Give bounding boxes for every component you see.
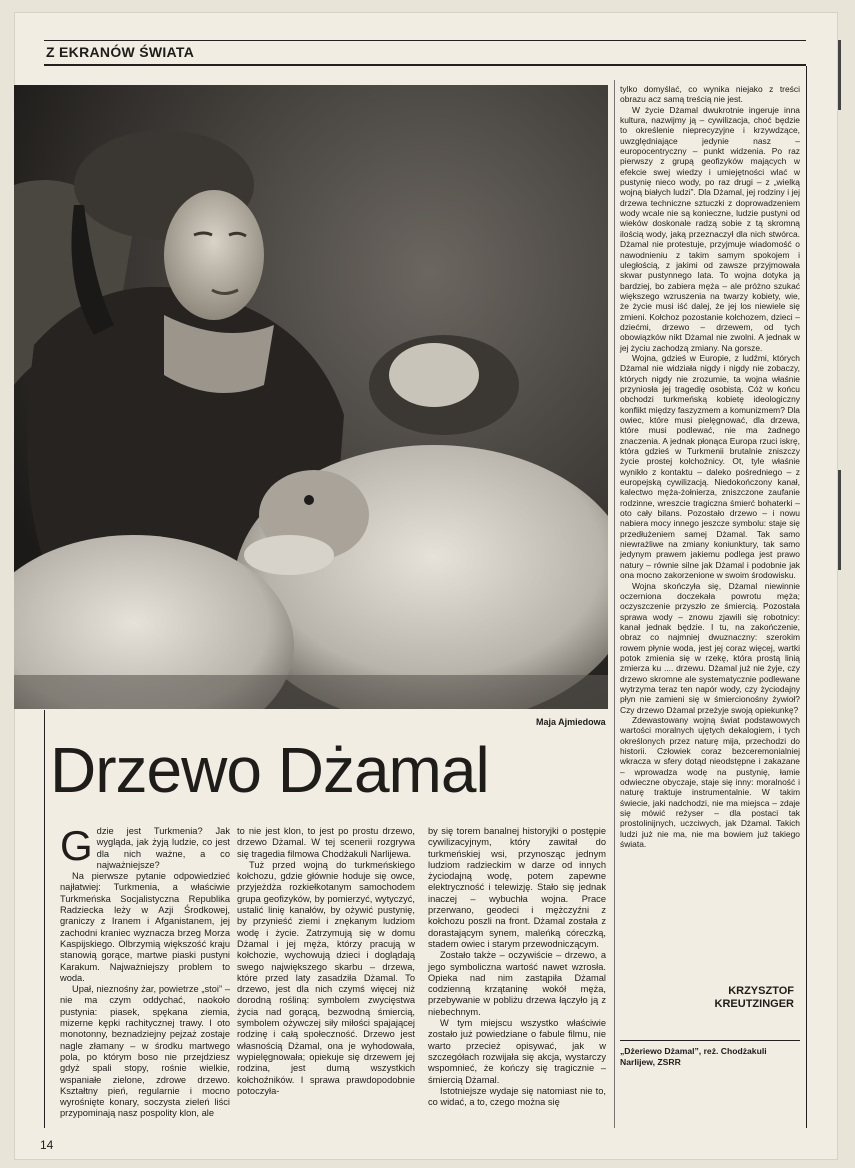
header-rule-bottom xyxy=(44,64,806,66)
article-column-3 xyxy=(428,826,606,1108)
photo-illustration xyxy=(14,85,608,709)
paragraph: to nie jest klon, to jest po prostu drzewo, drzewo Dżamal. W tej scenerii rozgrywa się tragedia filmowa Chodżakuli Narlijewa. xyxy=(237,826,415,859)
paragraph: by się torem banalnej historyjki o postępie cywilizacyjnym, który zawitał do turkmeńskiej wsi, przynosząc jednym ludziom radzieckim w darze od innych życiodajną wodę, potem zapewne elektryczność i telewizję. Stało się jednak inaczej – wybuchła wojna. Prace przerwano, geodeci i mężczyźni z kołchozu poszli na front. Dżamal została z dorastającym synem, maleńką córeczką, stadem owiec i starym przewodniczącym. xyxy=(428,826,606,949)
article-column-1 xyxy=(60,822,230,1120)
photo-caption: Maja Ajmiedowa xyxy=(536,717,606,727)
author-first-name: KRZYSZTOF xyxy=(728,985,794,997)
page-number: 14 xyxy=(40,1138,54,1152)
paragraph: Wojna, gdzieś w Europie, z ludźmi, których Dżamal nie widziała nigdy i nigdy nie zobaczy, których nigdy nie zrozumie, ta wojna właśnie przyniosła jej tragedię osobistą. Cóż w końcu obchodzi turkmeńską kobietę ideologiczny konflikt między faszyzmem a komunizmem? Dla owiec, które musi pielęgnować, dla drzewa, które musi podlewać, nie ma żadnego znaczenia. A jednak płonąca Europa rzuci iskrę, która gdzieś w Turkmenii brutalnie zniszczy życie prostej kołchoźnicy. Ot, tyle właśnie wynikło z kontaktu – daleko pośredniego – z europejską cywilizacją. Niedokończony kanał, kalectwo męża-żołnierza, zniszczone zaufanie rodzinne, wreszcie tragiczna śmierć bohaterki – oto cały bilans. Pozostało drzewo – i nowu nabiera mocy innego jeszcze symbolu: staje się przedłużeniem samej Dżamal. Tak samo niewrażliwe na zmiany koniunktury, tak samo jedynym prawem jakiemu podlega jest prawo natury – równie silne jak Dżamal i podobnie jak ona mocno zakorzenione w swoim środowisku. xyxy=(620,352,800,581)
sidebar-divider xyxy=(614,80,615,1128)
article-column-4 xyxy=(620,84,800,849)
article-title: Drzewo Dżamal xyxy=(50,734,489,806)
paragraph: Na pierwsze pytanie odpowiedzieć najłatwiej: Turkmenia, a właściwie Turkmeńska Socjalistyczna Republika Radziecka leży w Azji Środkowej, graniczy z Iranem i Afganistanem, jej zachodni kraniec wyznacza brzeg Morza Kaspijskiego. Olbrzymią większość kraju stanowią gorące, martwe piaski pustyni Karakum. Najważniejszy problem to woda. xyxy=(60,871,230,983)
drop-cap: G xyxy=(60,822,93,869)
paragraph: Tuż przed wojną do turkmeńskiego kołchozu, gdzie głównie hoduje się owce, przyjeżdża rozkiełkotanym samochodem grupa geofizyków, by pomierzyć, wytyczyć, ustalić linię kanałów, by ożywić pustynię, by przynieść ziemi i znękanym ludziom wodę i życie. Zatrzymują się w domu Dżamal i jej męża, którzy pracują w kołchozie, wychowują dzieci i doglądają swego największego skarbu – drzewa, które przed laty zasadziła Dżamal. To drzewo, jest dla nich czymś więcej niż dorodną rośliną: symbolem zwycięstwa życia nad gorącą, bezwodną śmiercią, symbolem ożywczej siły miłości spajającej rodzinę i całą społeczność. Drzewo jest własnością Dżamal, ona je wyhodowała, wypielęgnowała; opiekuje się drzewem jej rodzina, jest dumą wszystkich kołchoźników. I sprawa prawdopodobnie potoczyła- xyxy=(237,859,415,1096)
left-column-rule xyxy=(44,710,45,1128)
paragraph: Zostało także – oczywiście – drzewo, a jego symboliczna wartość nawet wzrosła. Opieka nad nim zastąpiła Dżamal codzienną krzątaninę wokół męża, przebywanie w pobliżu drzewa łączyło ją z niebechnym. xyxy=(428,950,606,1017)
scan-edge-mark xyxy=(838,40,841,110)
film-still-photo xyxy=(14,85,608,709)
article-column-2 xyxy=(237,826,415,1097)
paragraph: Istotniejsze wydaje się natomiast nie to, co widać, a to, czego można się xyxy=(428,1085,606,1108)
scan-edge-mark xyxy=(838,470,841,570)
paragraph: W życie Dżamal dwukrotnie ingeruje inna kultura, nazwijmy ją – cywilizacja, choć będzie to określenie nieprecyzyjne i krzywdzące, uwzględniające jedynie nasz – europocentryczny – punkt widzenia. Po raz pierwszy z grupą geofizyków mających w efekcie swej wiedzy i umiejętności wlać w pustynię nieco wody, po raz drugi – z „wielką wojną białych ludzi”. Dla Dżamal, jej rodziny i jej drzewa techniczne sztuczki z doprowadzeniem wody wcale nie są konieczne, ludzie pustyni od wieków doskonale radzą sobie z tą skromną ilością wody, jaką przeznaczył dla nich stwórca. Dżamal nie protestuje, przyjmuje wiadomość o nawodnieniu z takim samym spokojem i uległością, z jakimi od zawsze przyjmowała skwar pustynnego lata. To wojna dotyka ją bardziej, bo zabiera męża – ale próżno szukać większego wzruszenia na twarzy kobiety, wie, że życie musi iść dalej, że jej los niewiele się zmieni. Kołchoz pozostanie kołchozem, dzieci – dziećmi, drzewo – drzewem, od tych obowiązków nikt Dżamal nie zwolni. A jednak w jej życiu zachodzą zmiany. Na gorsze. xyxy=(620,104,800,353)
paragraph: W tym miejscu wszystko właściwie zostało już powiedziane o fabule filmu, nie warto przecież opisywać, jak w szczegółach rozwijała się akcja, wystarczy wspomnieć, że kończy się tragicznie – śmiercią Dżamal. xyxy=(428,1018,606,1085)
paragraph: Upał, nieznośny żar, powietrze „stoi” – nie ma czym oddychać, naokoło pustynia: piasek, spękana ziemia, mizerne kępki rachitycznej trawy. I oto monotonny, beznadziejny pejzaż zostaje nagle złamany – w środku martwego pola, po którym boso nie przejdziesz gdyż spali stopy, rośnie wielkie, wspaniałe zielone, zdrowe drzewo. Kształtny pień, regularnie i mocno wyrośnięte konary, soczysta zieleń liści przypominają nasz pospolity klon, ale xyxy=(60,984,230,1119)
right-column-rule xyxy=(806,66,807,1128)
author-signature xyxy=(672,985,794,1011)
credit-rule xyxy=(620,1040,800,1041)
header-rule-top xyxy=(44,40,806,41)
paragraph: tylko domyślać, co wynika niejako z treści obrazu acz samą treścią nie jest. xyxy=(620,84,800,105)
author-last-name: KREUTZINGER xyxy=(714,998,794,1010)
lead-paragraph xyxy=(60,822,230,871)
lead-text: dzie jest Turkmenia? Jak wygląda, jak żyją ludzie, co jest dla nich ważne, a co najważniejsze? xyxy=(96,826,230,870)
paragraph: Zdewastowany wojną świat podstawowych wartości moralnych ujętych dekalogiem, i tych określonych przez naturę mija, przechodzi do historii. Człowiek coraz bezceremonialniej wkracza w sfery dotąd nieodstępne i zakazane – wprowadza wodę na pustynię, łamie odwieczne obyczaje, staje się inny: moralność i naturę traktuje instrumentalnie. W takim świecie, jaki nadchodzi, nie ma miejsca – zdaje się mówić reżyser – dla postaci tak prostolinijnych, uczciwych, jak Dżamal. Takich ludzi już nie ma, nie ma bowiem już takiego świata. xyxy=(620,714,800,850)
section-label: Z EKRANÓW ŚWIATA xyxy=(46,44,195,60)
paragraph: Wojna skończyła się, Dżamal niewinnie oczerniona doczekała powrotu męża; oczyszczenie przyszło ze śmiercią. Pozostała sprawa wody – znowu zjawili się robotnicy: kanał jednak będzie. I tu, na zakończenie, obraz co najmniej dwuznaczny: szerokim rowem płynie woda, jest jej coraz więcej, wartki potok zmienia się w rzekę, która prostą linią zmierza ku .... drzewu. Dżamal już nie żyje, czy drzewo skromne ale systematycznie podlewane wytrzyma teraz ten napór wody, czy życiodajny płyn nie zamieni się w śmiercionośny żywioł? Czy drzewo Dżamal przeżyje swoją opiekunkę? xyxy=(620,580,800,715)
film-credit: „Dżeriewo Dżamal”, reż. Chodżakuli Narlijew, ZSRR xyxy=(620,1046,767,1067)
